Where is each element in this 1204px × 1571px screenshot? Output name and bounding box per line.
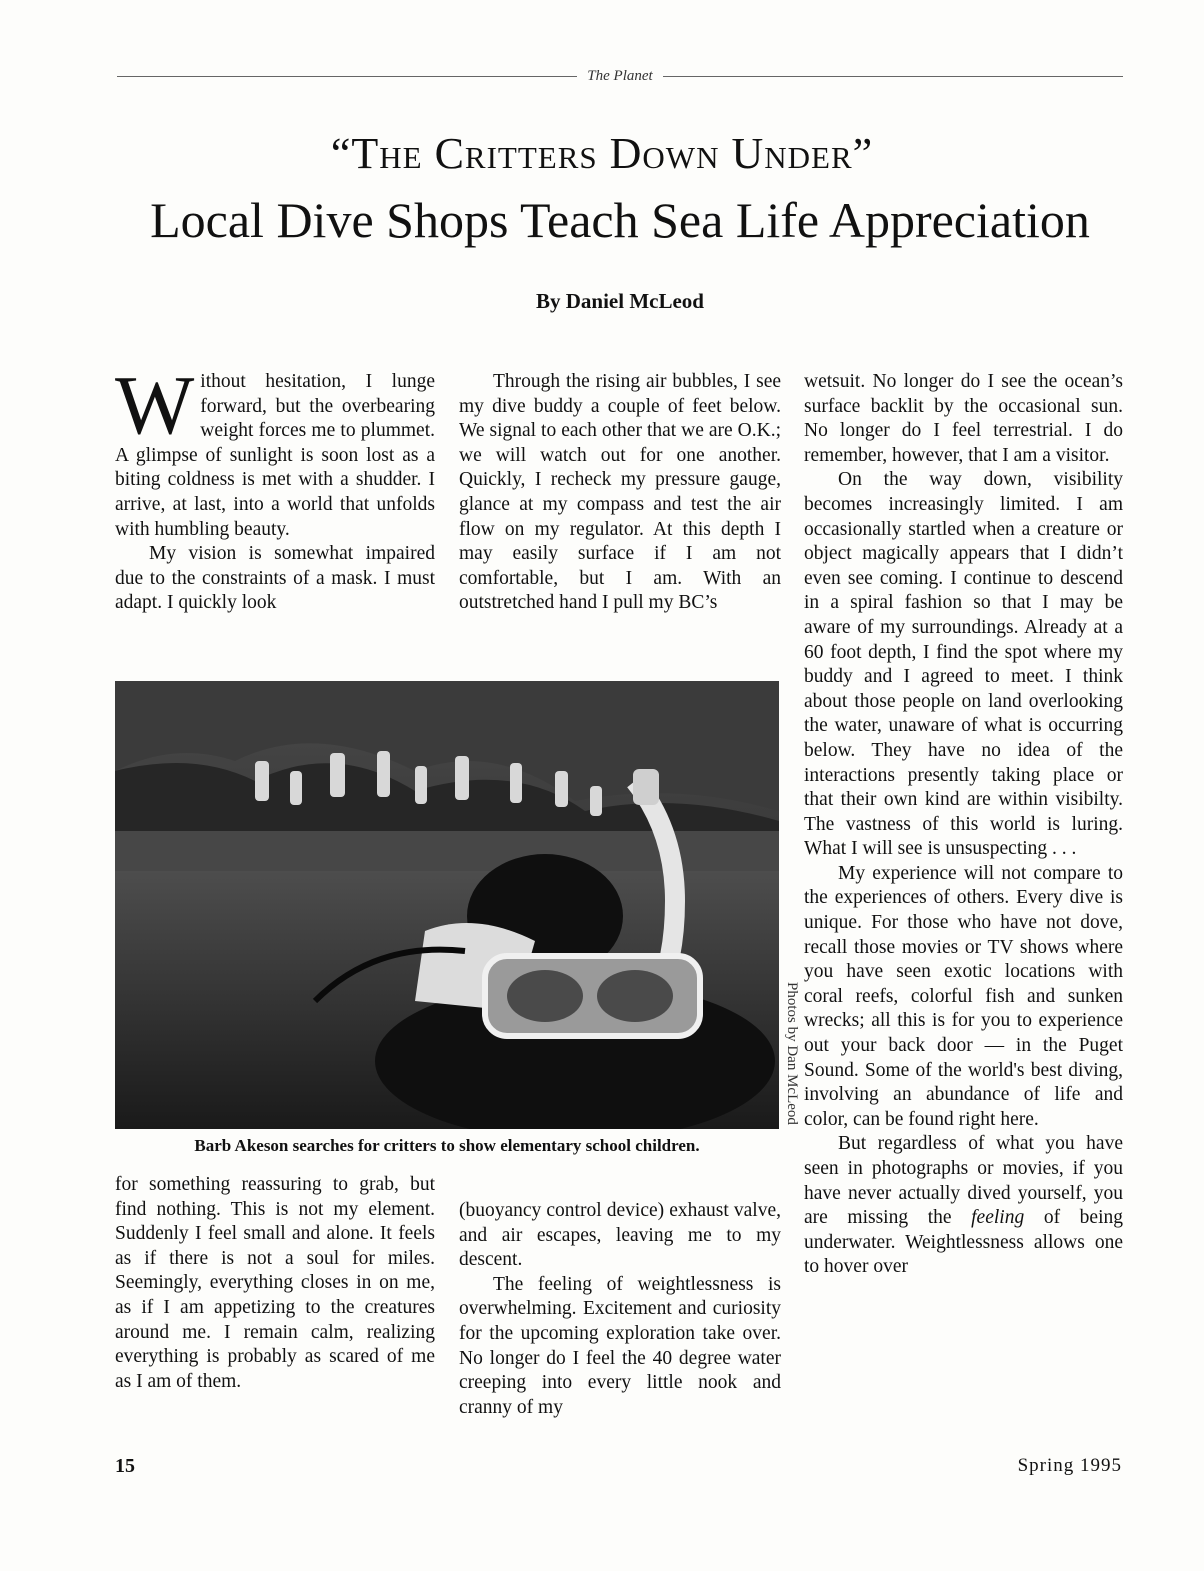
paragraph-text: ithout hesitation, I lunge forward, but the overbearing weight forces me to plummet. A glimpse of sunlight is soon lost as a biting coldness is met with a shudder. I arrive, at last, into a world that unfolds with humbling beauty. bbox=[115, 371, 435, 540]
paragraph: On the way down, visibility becomes increasingly limited. I am occasionally startled when a creature or object magically appears that I didn’t even see coming. I continue to descend in a spiral fashion so that I may be aware of my surroundings. Already at a 60 foot depth, I find the spot where my buddy and I agreed to meet. I think about those people on land overlooking the water, unaware of what is occurring below. They have no idea of the interactions presently taking place or that their own kind are within visibilty. The vastness of this world is luring. What I will see is unsuspecting . . . bbox=[804, 469, 1123, 860]
diver-photo bbox=[115, 681, 779, 1129]
emphasis-text: feeling bbox=[971, 1207, 1025, 1229]
paragraph: Through the rising air bubbles, I see my dive buddy a couple of feet below. We signal to each other that we are O.K.; we will watch out for one another. Quickly, I recheck my pressure gauge, glance at my compass and test the air flow on my regulator. At this depth I may easily surface if I am not comfortable, but I am. With an outstretched hand I pull my BC’s bbox=[459, 371, 781, 614]
paragraph-text: of being underwater. Weightlessness allows one to hover over bbox=[804, 1207, 1123, 1278]
paragraph: (buoyancy control device) exhaust valve, and air escapes, leaving me to my descent. bbox=[459, 1200, 781, 1271]
header-rule bbox=[117, 64, 1123, 88]
paragraph bbox=[804, 1132, 1123, 1280]
paragraph: My experience will not compare to the experiences of others. Every dive is unique. For those who have not dove, recall those movies or TV shows where you have seen exotic locations with coral reefs, colorful fish and sunken wrecks; all this is for you to experience out your back door — in the Puget Sound. Some of the world's best diving, involving an abundance of life and color, can be found right here. bbox=[804, 862, 1123, 1130]
publication-name: The Planet bbox=[587, 67, 653, 84]
paragraph: wetsuit. No longer do I see the ocean’s surface backlit by the occasional sun. No longer do I feel terrestrial. I do remember, however, that I am a visitor. bbox=[804, 371, 1123, 466]
header-line-left bbox=[117, 76, 577, 77]
paragraph: for something reassuring to grab, but find nothing. This is not my element. Suddenly I feel small and alone. It feels as if there is not a soul for miles. Seemingly, everything closes in on me, as if I am appetizing to the creatures around me. I remain calm, realizing everything is probably as scared of me as I am of them. bbox=[115, 1174, 435, 1392]
page-number: 15 bbox=[115, 1455, 135, 1477]
photo-credit bbox=[786, 982, 800, 1142]
paragraph-text: But regardless of what you have seen in photographs or movies, if you have never actually dived yourself, you are missing the bbox=[804, 1133, 1123, 1229]
byline: By Daniel McLeod bbox=[536, 289, 704, 313]
paragraph: My vision is somewhat impaired due to the constraints of a mask. I must adapt. I quickly look bbox=[115, 543, 435, 614]
column-1-top bbox=[115, 359, 435, 616]
drop-cap: W bbox=[115, 359, 195, 452]
article-subtitle: Local Dive Shops Teach Sea Life Appreciation bbox=[150, 192, 1090, 248]
column-3 bbox=[804, 370, 1123, 1280]
header-line-right bbox=[663, 76, 1123, 77]
article-title: “The Critters Down Under” bbox=[330, 129, 874, 178]
paragraph: The feeling of weightlessness is overwhelming. Excitement and curiosity for the upcoming exploration take over. No longer do I feel the 40 degree water creeping into every little nook and cranny of my bbox=[459, 1273, 781, 1418]
column-1-bottom bbox=[115, 1173, 435, 1394]
paragraph bbox=[115, 359, 435, 542]
issue-date: Spring 1995 bbox=[1017, 1455, 1122, 1476]
column-2-bottom bbox=[459, 1199, 781, 1420]
diver-photo-illustration bbox=[115, 681, 779, 1129]
column-2-top bbox=[459, 370, 781, 616]
photo-caption: Barb Akeson searches for critters to show elementary school children. bbox=[194, 1136, 700, 1155]
photo-credit-text: Photos by Dan McLeod bbox=[784, 982, 800, 1125]
